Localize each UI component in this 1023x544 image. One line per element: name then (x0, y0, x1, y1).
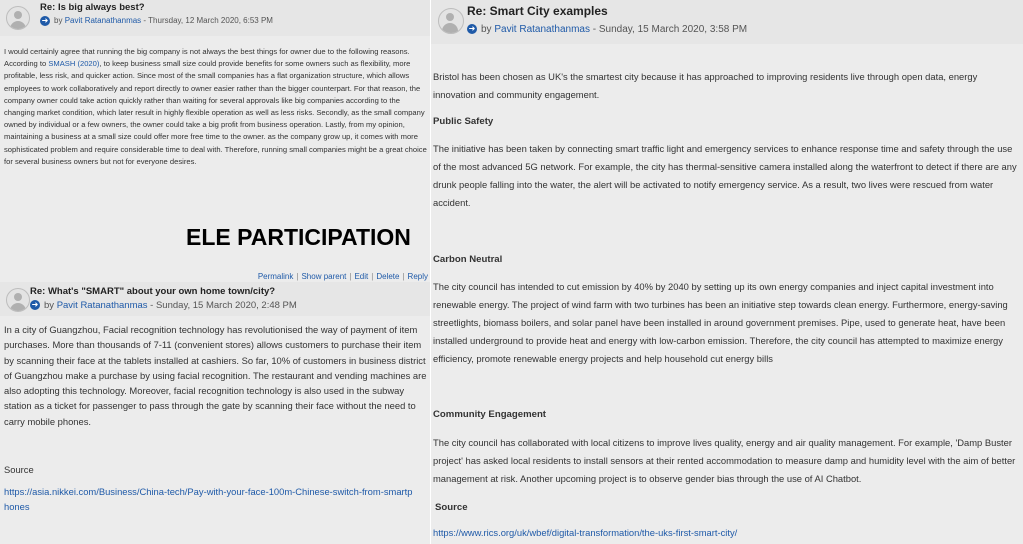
post-byline (467, 24, 747, 35)
by-label: by (44, 300, 55, 311)
source-label: Source (435, 502, 468, 513)
heading-carbon-neutral: Carbon Neutral (433, 254, 503, 265)
post-subject: Re: What's "SMART" about your own home town/city? (30, 286, 276, 297)
post-header (431, 0, 1023, 44)
post-date: - Thursday, 12 March 2020, 6:53 PM (143, 16, 273, 26)
paragraph-public-safety: The initiative has been taken by connecting smart traffic light and emergency services to enhance response time and safety through the use of the most advanced 5G network. For example, the city has thermal-sensitive camera installed along the waterfront to detect if there are any drunk people falling into the water, the alert will be activated to notify emergency service. As a result, two lives were rescued from water accident. (433, 143, 1017, 208)
post-subject: Re: Is big always best? (40, 2, 145, 13)
post-smart-city-examples (431, 0, 1023, 544)
paragraph-community-engagement: The city council has collaborated with local citizens to improve lives quality, energy and air quality management. For example, 'Damp Buster project' has asked local residents to install sensors at their rented accommodation to measure damp and humidity level with the aim of better management at risk. Another upcoming project is to observe gender bias through the use of AI Chatbot. (433, 437, 1016, 484)
delete-link[interactable]: Delete (376, 272, 400, 281)
permalink-link[interactable]: Permalink (257, 272, 294, 281)
body-text-a: I would certainly agree that running the big company is not always the best things for owner due to the following reasons. According to (4, 47, 410, 69)
smash-reference-link[interactable]: SMASH (2020) (48, 59, 100, 69)
source-link[interactable]: https://asia.nikkei.com/Business/China-tech/Pay-with-your-face-100m-Chinese-switch-from-smartphones (4, 486, 413, 512)
arrow-right-icon: ➜ (31, 300, 39, 310)
post-body (4, 46, 428, 168)
show-parent-link[interactable]: Show parent (301, 272, 347, 281)
heading-community-engagement: Community Engagement (433, 409, 547, 420)
post-body: In a city of Guangzhou, Facial recognition technology has revolutionised the way of payment of item purchases. More than thousands of 7-11 (convenient stores) allows customers to purchase their item by scanning their face at the tablets installed at cashiers. So far, 10% of customers in business district of Guangzhou make a purchase by using facial recognition. The restaurant and vending machines are also adopting this technology. Moreover, facial recognition technology is also used in the subway station as a ticket for passenger to pass through the gate by scanning their face without the need to carry mobile phones. (4, 324, 427, 427)
post-byline (30, 300, 297, 311)
author-link[interactable]: Pavit Ratanathanmas (64, 16, 142, 26)
body-text-b: , to keep business small size could provide benefits for some owners such as flexibility, more profitable, less risk, and quicker action. Since most of the small companies has a flat organization structure, which allows employees to work collaboratively and report directly to owner easier rather than the bigger counterpart. For that reason, the company owner could take action quickly rather than waiting for several approvals like big companies according to the changing market condition, which later result in highly flexible operation as well as less risks. Secondly, as the small company owned by individual or a few owners, the owner could take a big profit from business operation. Lastly, from my opinion, maintaining a business at a small size could offer more free time to the owner. as the company grow up, it comes with more sophisticated problem and require considerable time to deal with. Therefore, running small companies might be a great choice for several business owners but not for everyone desires. (4, 59, 427, 166)
arrow-right-icon: ➜ (468, 24, 476, 34)
arrow-right-icon: ➜ (41, 16, 49, 25)
avatar[interactable] (6, 6, 30, 30)
avatar[interactable] (438, 8, 464, 34)
avatar[interactable] (6, 288, 30, 312)
author-link[interactable]: Pavit Ratanathanmas (56, 300, 148, 311)
source-link[interactable]: https://www.rics.org/uk/wbef/digital-transformation/the-uks-first-smart-city/ (433, 527, 738, 538)
post-byline (40, 16, 273, 26)
post-smart-home-town (0, 282, 430, 544)
ele-participation-label: ELE PARTICIPATION (186, 224, 411, 250)
post-date: - Sunday, 15 March 2020, 2:48 PM (150, 300, 297, 311)
source-label: Source (4, 464, 34, 475)
post-commands: Permalink | Show parent | Edit | Delete | Reply (257, 272, 428, 281)
post-header (0, 282, 430, 316)
post-subject: Re: Smart City examples (467, 4, 608, 18)
post-header (0, 0, 430, 36)
by-label: by (481, 24, 492, 35)
heading-public-safety: Public Safety (433, 116, 494, 127)
edit-link[interactable]: Edit (354, 272, 369, 281)
paragraph-carbon-neutral: The city council has intended to cut emission by 40% by 2040 by setting up its own energy companies and inject capital investment into renewable energy. The project of wind farm with two turbines has been an initiative step towards clean energy. Furthermore, energy-saving streetlights, biomass boilers, and solar panel have been installed in around government premises. Pipe, used to generate heat, have been installed underground to provide heat and energy with low-carbon emission. Therefore, the city council has attempted to maximize energy efficiency, promote renewable energy projects and help household cut energy bills (433, 281, 1008, 364)
post-date: - Sunday, 15 March 2020, 3:58 PM (592, 24, 748, 35)
reply-link[interactable]: Reply (407, 272, 428, 281)
post-intro: Bristol has been chosen as UK's the smartest city because it has approached to improving residents live through open data, energy innovation and community engagement. (433, 71, 978, 100)
author-link[interactable]: Pavit Ratanathanmas (494, 24, 590, 35)
by-label: by (54, 16, 63, 26)
